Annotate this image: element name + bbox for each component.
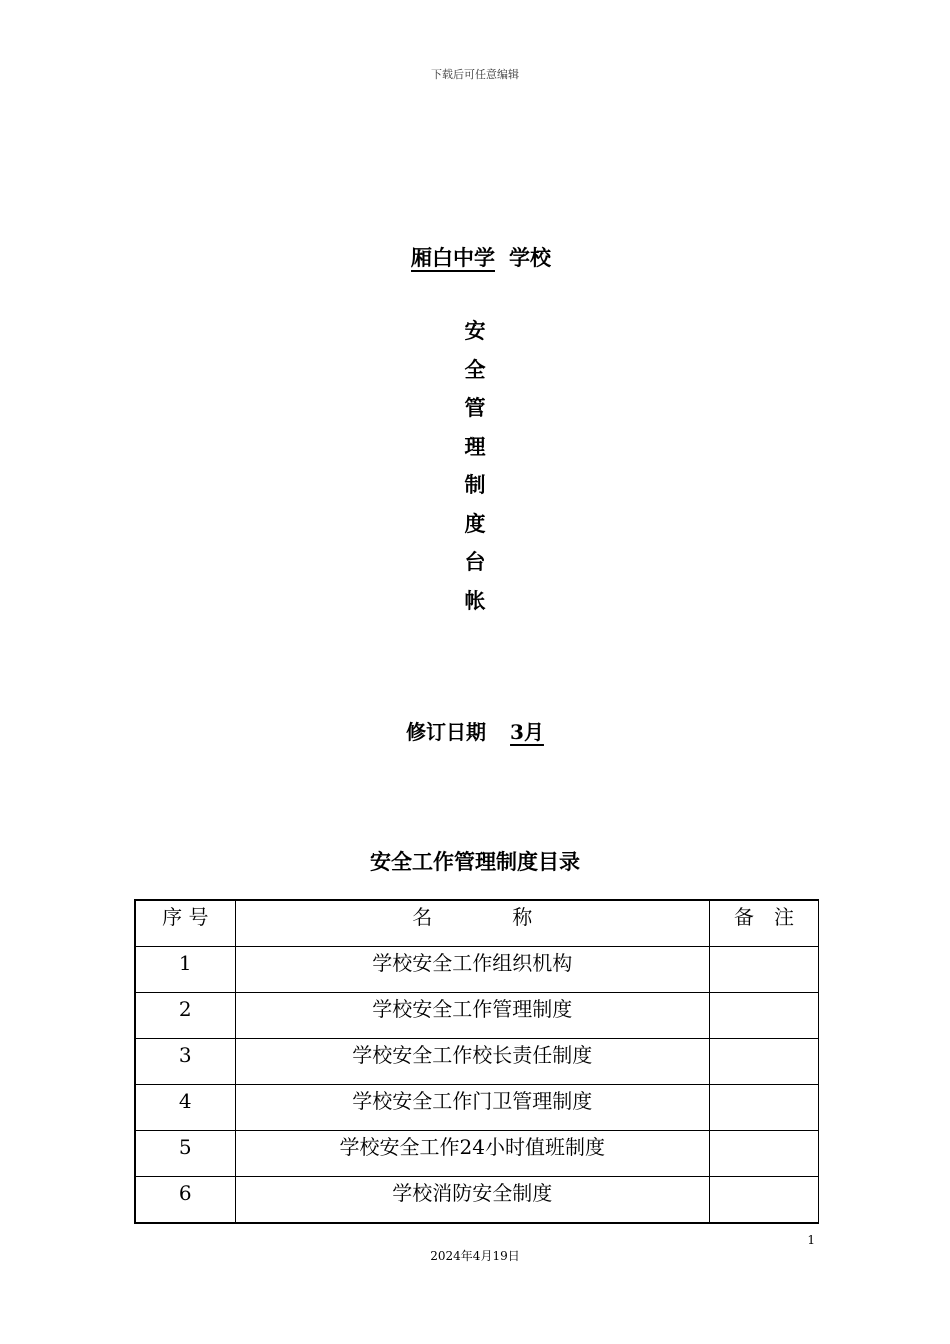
table-row xyxy=(135,1039,819,1085)
table-row xyxy=(135,1085,819,1131)
school-suffix: 学校 xyxy=(509,245,551,270)
title-char: 台 xyxy=(464,549,486,574)
table-row xyxy=(135,1177,819,1224)
revision-value: 3月 xyxy=(510,720,544,744)
row-note xyxy=(709,1039,818,1085)
title-char: 理 xyxy=(464,433,486,459)
row-note xyxy=(709,993,818,1039)
page-number: 1 xyxy=(807,1233,815,1247)
row-name: 学校安全工作管理制度 xyxy=(235,993,709,1039)
table-row xyxy=(135,947,819,993)
row-name: 学校安全工作组织机构 xyxy=(235,947,709,993)
row-note xyxy=(709,1177,818,1224)
footer-date: 2024年4月19日 xyxy=(430,1249,520,1263)
table-row xyxy=(135,1131,819,1177)
title-char: 制 xyxy=(464,472,486,497)
table-header-row xyxy=(135,900,819,947)
title-char: 全 xyxy=(464,356,486,382)
row-name: 学校消防安全制度 xyxy=(235,1177,709,1224)
row-index: 6 xyxy=(135,1177,235,1224)
header-index: 序 号 xyxy=(135,900,235,947)
vertical-title xyxy=(455,316,495,624)
title-char: 管 xyxy=(464,395,486,420)
toc-title: 安全工作管理制度目录 xyxy=(370,849,580,874)
row-index: 2 xyxy=(135,993,235,1039)
toc-table xyxy=(134,899,819,1224)
title-char: 帐 xyxy=(464,587,486,613)
row-index: 4 xyxy=(135,1085,235,1131)
header-name: 名 称 xyxy=(235,900,709,947)
row-index: 5 xyxy=(135,1131,235,1177)
row-name: 学校安全工作门卫管理制度 xyxy=(235,1085,709,1131)
row-note xyxy=(709,947,818,993)
revision-label: 修订日期 xyxy=(406,720,487,744)
header-note: 下载后可任意编辑 xyxy=(431,68,519,81)
row-note xyxy=(709,1085,818,1131)
title-char: 安 xyxy=(464,318,486,343)
school-line xyxy=(0,242,950,272)
row-note xyxy=(709,1131,818,1177)
title-char: 度 xyxy=(464,510,486,536)
table-row xyxy=(135,993,819,1039)
revision-line xyxy=(0,716,950,745)
header-note: 备 注 xyxy=(709,900,818,947)
school-name: 厢白中学 xyxy=(411,245,495,270)
row-index: 1 xyxy=(135,947,235,993)
row-index: 3 xyxy=(135,1039,235,1085)
row-name: 学校安全工作校长责任制度 xyxy=(235,1039,709,1085)
row-name: 学校安全工作24小时值班制度 xyxy=(235,1131,709,1177)
